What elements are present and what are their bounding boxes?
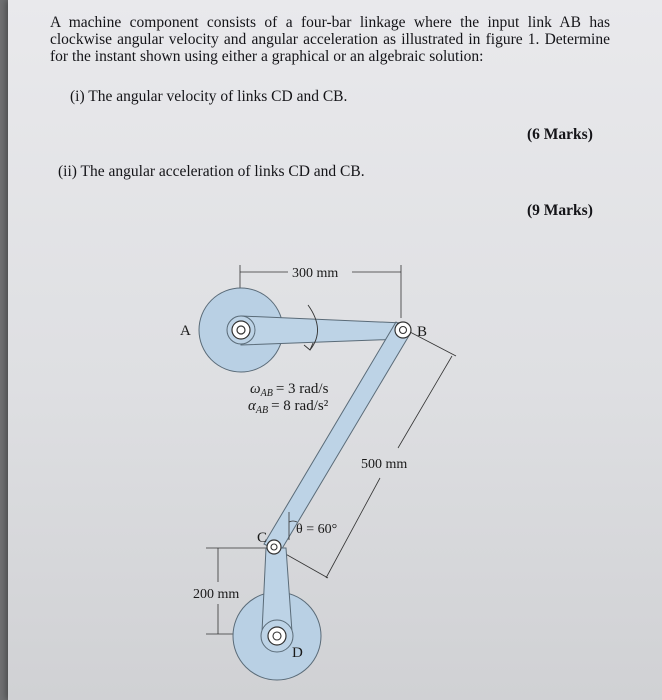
label-d: D — [292, 645, 303, 661]
alpha-symbol: α — [248, 398, 256, 414]
alpha-ab-annotation — [248, 398, 329, 416]
question-part-i: (i) The angular velocity of links CD and CB. — [70, 88, 348, 105]
label-b: B — [417, 324, 428, 340]
link-cb — [264, 322, 410, 552]
dim-cb-label: 500 mm — [361, 457, 408, 472]
part-ii-marks: (9 Marks) — [527, 202, 593, 219]
omega-arrowhead — [304, 343, 313, 350]
omega-subscript: AB — [260, 388, 273, 399]
label-a: A — [180, 323, 191, 339]
question-part-ii: (ii) The angular acceleration of links CD and CB. — [58, 163, 365, 180]
omega-ab-annotation — [250, 381, 329, 399]
problem-statement: A machine component consists of a four-bar linkage where the input link AB has clockwise angular velocity and angular acceleration as illustrated in figure 1. Determine for the instant shown using either a graphical or an algebraic solution: — [50, 14, 610, 65]
label-c: C — [257, 530, 268, 546]
link-ab — [227, 316, 403, 345]
dim-ab-label: 300 mm — [292, 266, 339, 281]
dim-cd-label: 200 mm — [193, 587, 240, 602]
alpha-value: = 8 rad/s² — [271, 398, 329, 414]
part-i-marks: (6 Marks) — [527, 126, 593, 143]
omega-symbol: ω — [250, 381, 261, 397]
theta-label: θ = 60° — [296, 522, 338, 537]
omega-value: = 3 rad/s — [275, 381, 329, 397]
alpha-subscript: AB — [255, 405, 269, 416]
